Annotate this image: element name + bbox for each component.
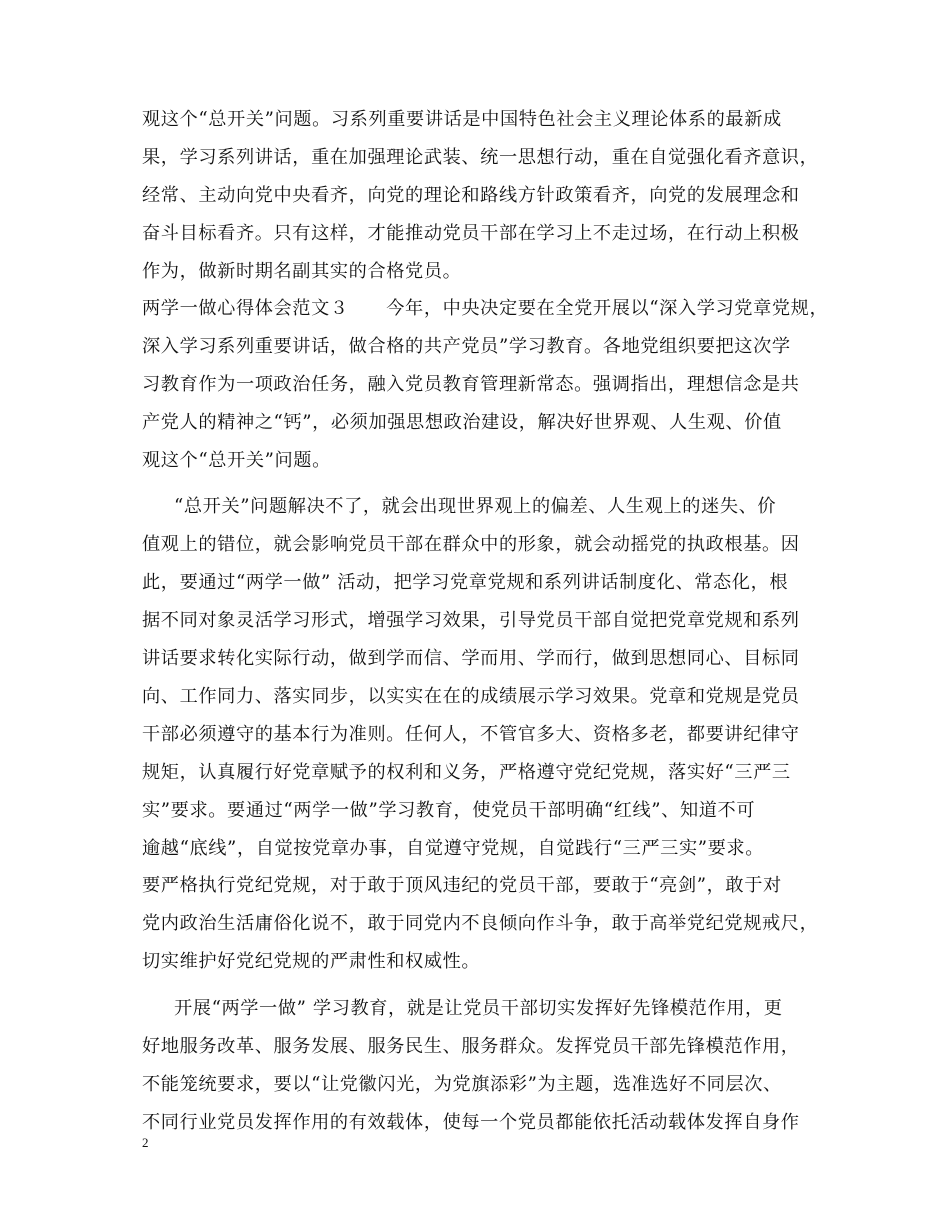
text-line: 开展“两学一做” 学习教育，就是让党员干部切实发挥好先锋模范作用，更 (174, 998, 783, 1019)
text-line: 党内政治生活庸俗化说不，敢于同党内不良倾向作斗争，敢于高举党纪党规戒尺， (142, 913, 819, 934)
text-line: 观这个“总开关”问题。 (142, 450, 331, 471)
text-line: 习教育作为一项政治任务，融入党员教育管理新常态。强调指出，理想信念是共 (142, 374, 800, 395)
text-line: 实”要求。要通过“两学一做”学习教育，使党员干部明确“红线”、知道不可 (142, 800, 756, 821)
text-line: 作为，做新时期名副其实的合格党员。 (142, 261, 462, 282)
text-line: 奋斗目标看齐。只有这样，才能推动党员干部在学习上不走过场，在行动上积极 (142, 223, 800, 244)
text-line: 值观上的错位，就会影响党员干部在群众中的形象，就会动摇党的执政根基。因 (142, 534, 800, 555)
text-line: 不同行业党员发挥作用的有效载体，使每一个党员都能依托活动载体发挥自身作 (142, 1112, 800, 1133)
text-line: 据不同对象灵活学习形式，增强学习效果，引导党员干部自觉把党章党规和系列 (142, 610, 800, 631)
text-line: “总开关”问题解决不了，就会出现世界观上的偏差、人生观上的迷失、价 (174, 496, 777, 517)
text-line: 好地服务改革、服务发展、服务民生、服务群众。发挥党员干部先锋模范作用， (142, 1036, 800, 1057)
text-line: 规矩，认真履行好党章赋予的权利和义务，严格遵守党纪党规，落实好“三严三 (142, 762, 791, 783)
text-line: 果，学习系列讲话，重在加强理论武装、统一思想行动，重在自觉强化看齐意识， (142, 147, 819, 168)
page-number: 2 (142, 1135, 149, 1150)
text-line: 讲话要求转化实际行动，做到学而信、学而用、学而行，做到思想同心、目标同 (142, 648, 800, 669)
text-line: 观这个“总开关”问题。习系列重要讲话是中国特色社会主义理论体系的最新成 (142, 109, 782, 130)
text-line: 干部必须遵守的基本行为准则。任何人，不管官多大、资格多老，都要讲纪律守 (142, 724, 800, 745)
text-line: 产党人的精神之“钙”，必须加强思想政治建设，解决好世界观、人生观、价值 (142, 412, 782, 433)
text-line: 此，要通过“两学一做” 活动，把学习党章党规和系列讲话制度化、常态化，根 (142, 572, 789, 593)
text-line: 经常、主动向党中央看齐，向党的理论和路线方针政策看齐，向党的发展理念和 (142, 185, 800, 206)
text-line: 两学一做心得体会范文３ 今年，中央决定要在全党开展以“深入学习党章党规， (142, 298, 829, 319)
text-line: 要严格执行党纪党规，对于敢于顶风违纪的党员干部，要敢于“亮剑”，敢于对 (142, 875, 782, 896)
text-line: 切实维护好党纪党规的严肃性和权威性。 (142, 951, 481, 972)
text-line: 不能笼统要求，要以“让党徽闪光，为党旗添彩”为主题，选准选好不同层次、 (142, 1074, 782, 1095)
text-line: 向、工作同力、落实同步，以实实在在的成绩展示学习效果。党章和党规是党员 (142, 686, 800, 707)
text-line: 逾越“底线”，自觉按党章办事，自觉遵守党规，自觉践行“三严三实”要求。 (142, 838, 765, 859)
text-line: 深入学习系列重要讲话，做合格的共产党员”学习教育。各地党组织要把这次学 (142, 336, 791, 357)
